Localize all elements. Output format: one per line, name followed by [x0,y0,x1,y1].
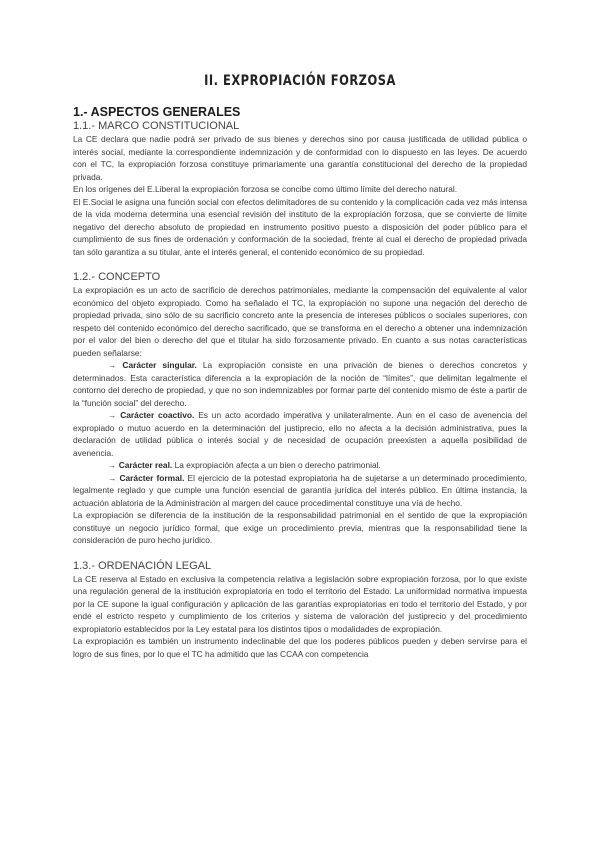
paragraph: La expropiación es también un instrumento indeclinable del que los poderes públicos pueden y deben servirse para el logro de sus fines, por lo que el TC ha admitido que las CCAA con competencia [73,636,527,659]
list-item [73,409,527,459]
arrow-icon: → [108,460,117,470]
paragraph: La expropiación se diferencia de la institución de la responsabilidad patrimonial en el sentido de que la expropiación constituye un negocio jurídico formal, que exige un procedimiento previa, mientras que la responsabilidad tiene la consideración de puro hecho jurídico. [73,510,527,545]
subsection-heading-ordenacion-legal: 1.3.- ORDENACIÓN LEGAL [73,559,212,572]
arrow-icon: → [108,472,117,483]
paragraph: En los orígenes del E.Liberal la expropiación forzosa se concibe como último límite del derecho natural. [73,184,458,194]
item-text: La expropiación afecta a un bien o derecho patrimonial. [172,460,381,470]
item-text: El ejercicio de la potestad expropiatoria ha de sujetarse a un determinado procedimiento, legalmente reglado y que cumple una función esencial de garantía jurídica del interés público. En última instancia, la actuación ablatoria de la Administración al margen del cauce procedimental constituye una vía de hecho. [73,472,527,508]
list-item [73,472,527,510]
paragraph: La CE declara que nadie podrá ser privado de sus bienes y derechos sino por causa justificada de utilidad pública o interés social, mediante la correspondiente indemnización y de conformidad con lo dispuesto en las leyes. De acuerdo con el TC, la expropiación forzosa constituye primariamente una garantía constitucional del derecho de la propiedad privada. [73,134,527,182]
subsection-heading-concepto: 1.2.- CONCEPTO [73,271,161,283]
item-term: Carácter coactivo. [120,410,195,420]
item-term: Carácter real. [118,460,173,470]
paragraph: El E.Social le asigna una función social con efectos delimitadores de su contenido y la complicación cada vez más intensa de la vida moderna determina una esencial revisión del instituto de la expropiación forzosa, que se convierte de límite negativo del derecho absoluto de propiedad en instrumento positivo puesto a disposición del poder público para el cumplimiento de sus fines de ordenación y conformación de la sociedad, frente al cual el derecho de propiedad privada tan sólo garantiza a su titular, ante el interés general, el contenido económico de su propiedad. [73,196,527,257]
item-term: Carácter singular. [122,360,197,370]
section-heading-aspectos-generales: 1.- ASPECTOS GENERALES [73,105,241,119]
subsection-heading-marco-constitucional: 1.1.- MARCO CONSTITUCIONAL [73,120,240,132]
item-text: Es un acto acordado imperativa y unilateralmente. Aun en el caso de avenencia del expropiado o mutuo acuerdo en la determinación del justiprecio, ello no afecta a la decisión administrativa, pues la declaración de utilidad pública o interés social y de necesidad de ocupación preexisten a aquella posibilidad de avenencia. [73,410,528,458]
list-item [73,459,527,472]
paragraph: La expropiación es un acto de sacrificio de derechos patrimoniales, mediante la compensación del equivalente al valor económico del objeto expropiado. Como ha señalado el TC, la expropiación no supone una negación del derecho de propiedad privada, sino sólo de su sacrificio concreto ante la presencia de intereses públicos o sociales superiores, con respeto del contenido económico del derecho sacrificado, que se transforma en el derecho a obtener una indemnización por el valor del bien o derecho del que el titular ha sido forzosamente privado. En cuanto a sus notas características pueden señalarse: [73,285,527,358]
paragraph: La CE reserva al Estado en exclusiva la competencia relativa a legislación sobre expropiación forzosa, por lo que existe una regulación general de la institución expropiatoria en todo el territorio del Estado. La uniformidad normativa impuesta por la CE supone la igual configuración y aplicación de las garantías expropiatorias en todo el territorio del Estado, y por ende el estricto respeto y cumplimiento de los criterios y sistema de valoración del justiprecio y del procedimiento expropiatorio establecidos por la Ley estatal para los distintos tipos o modalidades de expropiación. [73,573,527,634]
arrow-icon: → [108,360,117,370]
document-title: II. EXPROPIACIÓN FORZOSA [204,73,396,89]
list-item [73,359,527,409]
arrow-icon: → [108,410,117,420]
item-term: Carácter formal. [119,472,185,483]
item-text: La expropiación consiste en una privación de bienes o derechos concretos y determinados. Esta característica diferencia a la expropiación de la noción de “límites”, que delimitan legalmente el contorno del derecho de propiedad, y que no son indemnizables por formar parte del contenido mismo de éste a partir de la “función social” del derecho. [73,360,528,408]
